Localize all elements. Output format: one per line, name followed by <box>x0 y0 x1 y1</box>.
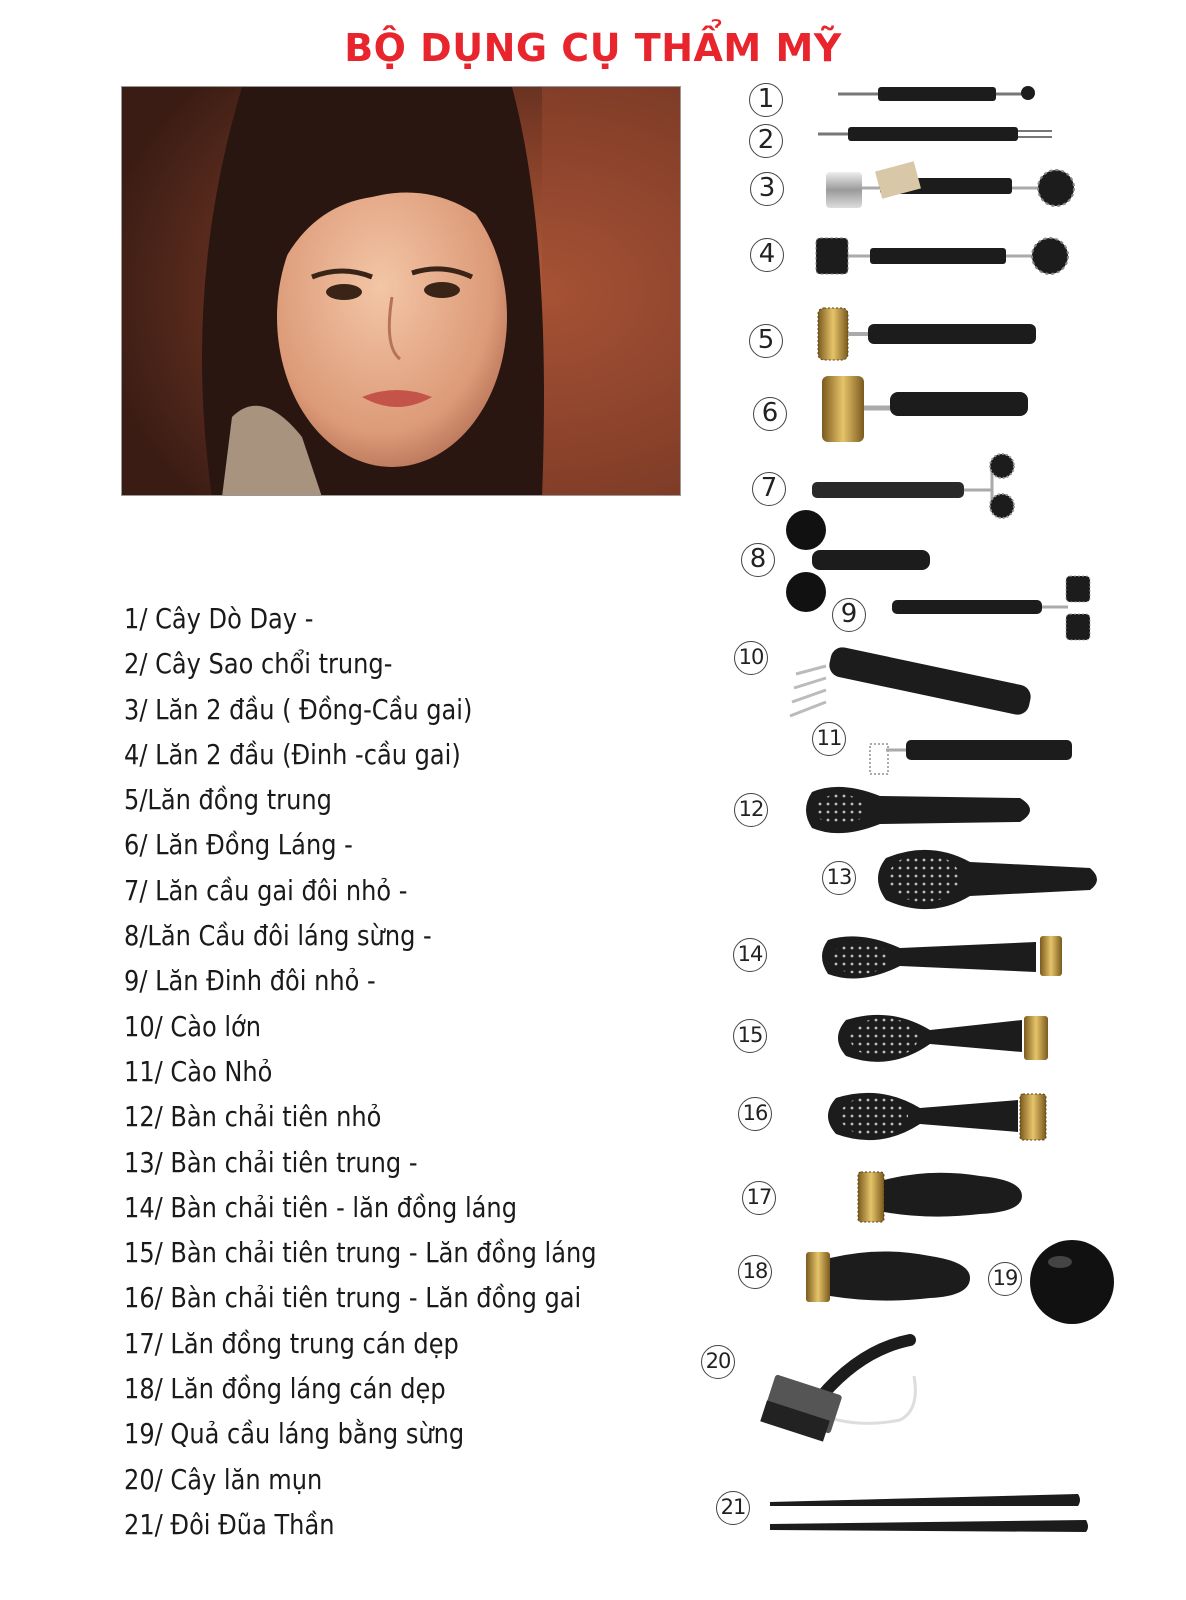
tool-number-badge: 14 <box>733 938 767 972</box>
tool-number-badge: 1 <box>749 83 783 117</box>
tool-7-double-spiky-roller-icon <box>812 454 1014 518</box>
list-item: 20/ Cây lăn mụn <box>124 1462 323 1496</box>
tool-number-badge: 2 <box>749 124 783 158</box>
tool-18-flat-handle-smooth-roller-icon <box>806 1251 970 1302</box>
list-item: 13/ Bàn chải tiên trung - <box>124 1145 418 1179</box>
tool-19-horn-ball-icon <box>1030 1240 1114 1324</box>
list-item: 15/ Bàn chải tiên trung - Lăn đồng láng <box>124 1236 597 1270</box>
tool-number-badge: 5 <box>749 324 783 358</box>
tool-number-badge: 8 <box>741 543 775 577</box>
list-item: 6/ Lăn Đồng Láng - <box>124 828 353 862</box>
list-item: 19/ Quả cầu láng bằng sừng <box>124 1417 465 1451</box>
tool-number-badge: 11 <box>812 722 846 756</box>
page-title: BỘ DỤNG CỤ THẨM MỸ <box>344 26 842 70</box>
list-item: 3/ Lăn 2 đầu ( Đồng-Cầu gai) <box>124 692 473 726</box>
tool-14-brush-roller-icon <box>822 936 1062 979</box>
list-item: 14/ Bàn chải tiên - lăn đồng láng <box>124 1190 517 1224</box>
tool-9-double-nail-roller-icon <box>892 576 1090 640</box>
tool-10-large-rake-icon <box>790 645 1033 717</box>
tool-number-badge: 21 <box>716 1491 750 1525</box>
list-item: 12/ Bàn chải tiên nhỏ <box>124 1100 382 1134</box>
tool-3-double-roller-icon <box>826 161 1074 208</box>
tool-12-small-brush-icon <box>806 787 1030 833</box>
tool-number-badge: 9 <box>832 598 866 632</box>
list-item: 2/ Cây Sao chổi trung- <box>124 647 393 681</box>
tool-4-double-roller-icon <box>816 238 1068 274</box>
tool-21-chopsticks-icon <box>770 1494 1088 1532</box>
tool-20-acne-roller-icon <box>760 1340 915 1442</box>
list-item: 1/ Cây Dò Day - <box>124 602 314 635</box>
tool-number-badge: 12 <box>734 793 768 827</box>
tool-number-badge: 19 <box>988 1262 1022 1296</box>
list-item: 8/Lăn Cầu đôi láng sừng - <box>124 919 432 953</box>
tool-2-comet-stick-icon <box>818 127 1052 141</box>
list-item: 11/ Cào Nhỏ <box>124 1054 273 1088</box>
tool-17-flat-handle-roller-icon <box>858 1172 1022 1222</box>
list-item: 4/ Lăn 2 đầu (Đinh -cầu gai) <box>124 737 461 771</box>
tool-number-badge: 17 <box>742 1181 776 1215</box>
tool-6-smooth-roller-icon <box>822 376 1028 442</box>
tool-5-brass-roller-icon <box>818 308 1036 360</box>
list-item: 9/ Lăn Đinh đôi nhỏ - <box>124 964 376 998</box>
list-item: 10/ Cào lớn <box>124 1009 262 1043</box>
tool-15-brush-roller-icon <box>838 1015 1048 1062</box>
list-item: 18/ Lăn đồng láng cán dẹp <box>124 1372 446 1406</box>
tool-number-badge: 18 <box>738 1255 772 1289</box>
list-item: 5/Lăn đồng trung <box>124 783 332 817</box>
tool-number-badge: 7 <box>752 472 786 506</box>
tool-number-badge: 16 <box>738 1097 772 1131</box>
list-item: 7/ Lăn cầu gai đôi nhỏ - <box>124 873 408 907</box>
tool-13-medium-brush-icon <box>878 850 1097 909</box>
tool-number-badge: 10 <box>734 641 768 675</box>
tool-11-small-rake-icon <box>870 740 1072 774</box>
list-item: 16/ Bàn chải tiên trung - Lăn đồng gai <box>124 1281 582 1315</box>
list-item: 21/ Đôi Đũa Thần <box>124 1507 335 1541</box>
tool-number-badge: 4 <box>750 238 784 272</box>
tool-1-probe-icon <box>838 86 1035 101</box>
tool-number-badge: 20 <box>701 1345 735 1379</box>
tool-16-brush-spiky-roller-icon <box>828 1093 1046 1140</box>
list-item: 17/ Lăn đồng trung cán dẹp <box>124 1326 459 1360</box>
tool-number-badge: 13 <box>822 861 856 895</box>
tool-number-badge: 3 <box>750 172 784 206</box>
tool-number-badge: 6 <box>753 397 787 431</box>
tool-number-badge: 15 <box>733 1019 767 1053</box>
tool-8-double-ball-roller-icon <box>786 510 930 612</box>
